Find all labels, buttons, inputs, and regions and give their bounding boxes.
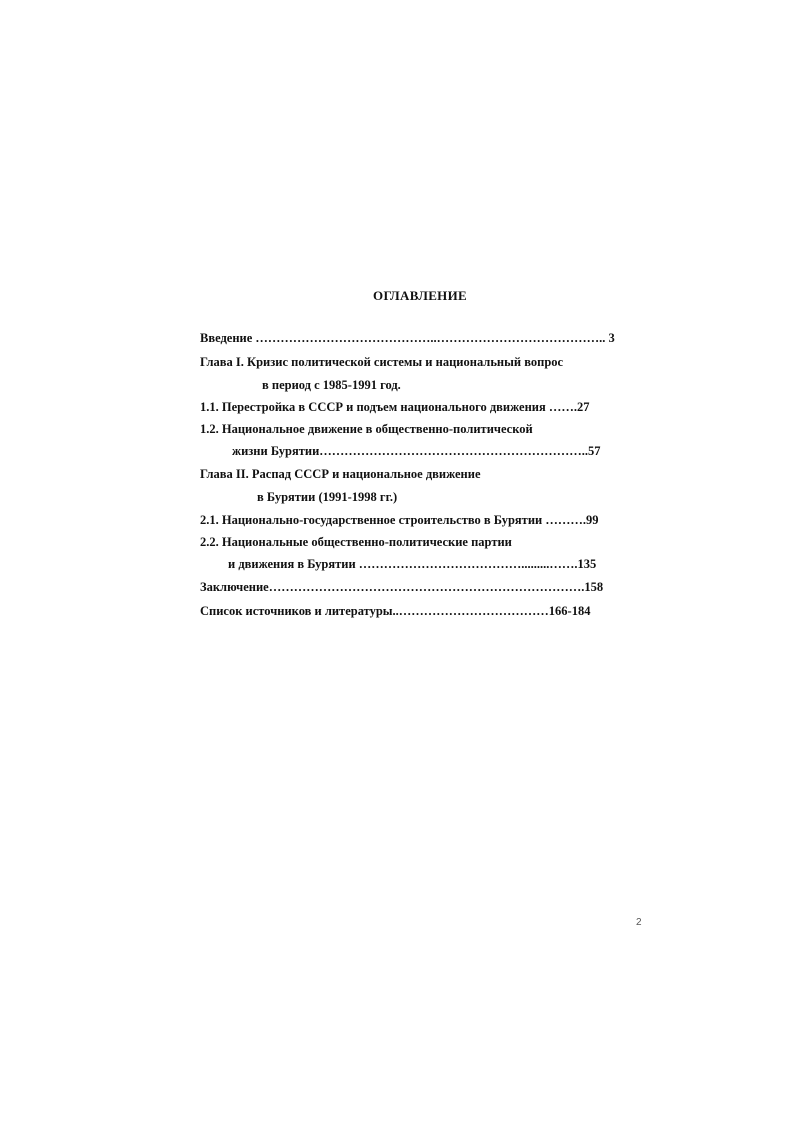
toc-section-2-2-title: 2.2. Национальные общественно-политические партии [200,535,512,549]
toc-chapter-1-title: Глава I. Кризис политической системы и национальный вопрос [200,355,564,369]
toc-entry-conclusion: Заключение………………………………………………………………….158 [200,580,604,594]
toc-chapter-2-title: Глава II. Распад СССР и национальное движение [200,467,481,481]
toc-entry-sources: Список источников и литературы..………………………………166-184 [200,604,591,618]
toc-section-1-1: 1.1. Перестройка в СССР и подъем национального движения …….27 [200,400,590,414]
page-number: 2 [636,917,642,928]
toc-section-2-1: 2.1. Национально-государственное строительство в Бурятии ……….99 [200,513,599,527]
toc-chapter-1-subtitle: в период с 1985-1991 год. [262,378,401,392]
toc-entry-introduction: Введение ……………………………………..………………………………….. 3 [200,331,615,345]
toc-section-2-2-continuation: и движения в Бурятии ………………………………….........…….135 [228,557,597,571]
page-title: ОГЛАВЛЕНИЕ [373,288,467,303]
toc-section-1-2-continuation: жизни Бурятии………………………………………………………..57 [232,444,601,458]
toc-chapter-2-subtitle: в Бурятии (1991-1998 гг.) [257,490,398,504]
toc-section-1-2-title: 1.2. Национальное движение в общественно-политической [200,422,533,436]
